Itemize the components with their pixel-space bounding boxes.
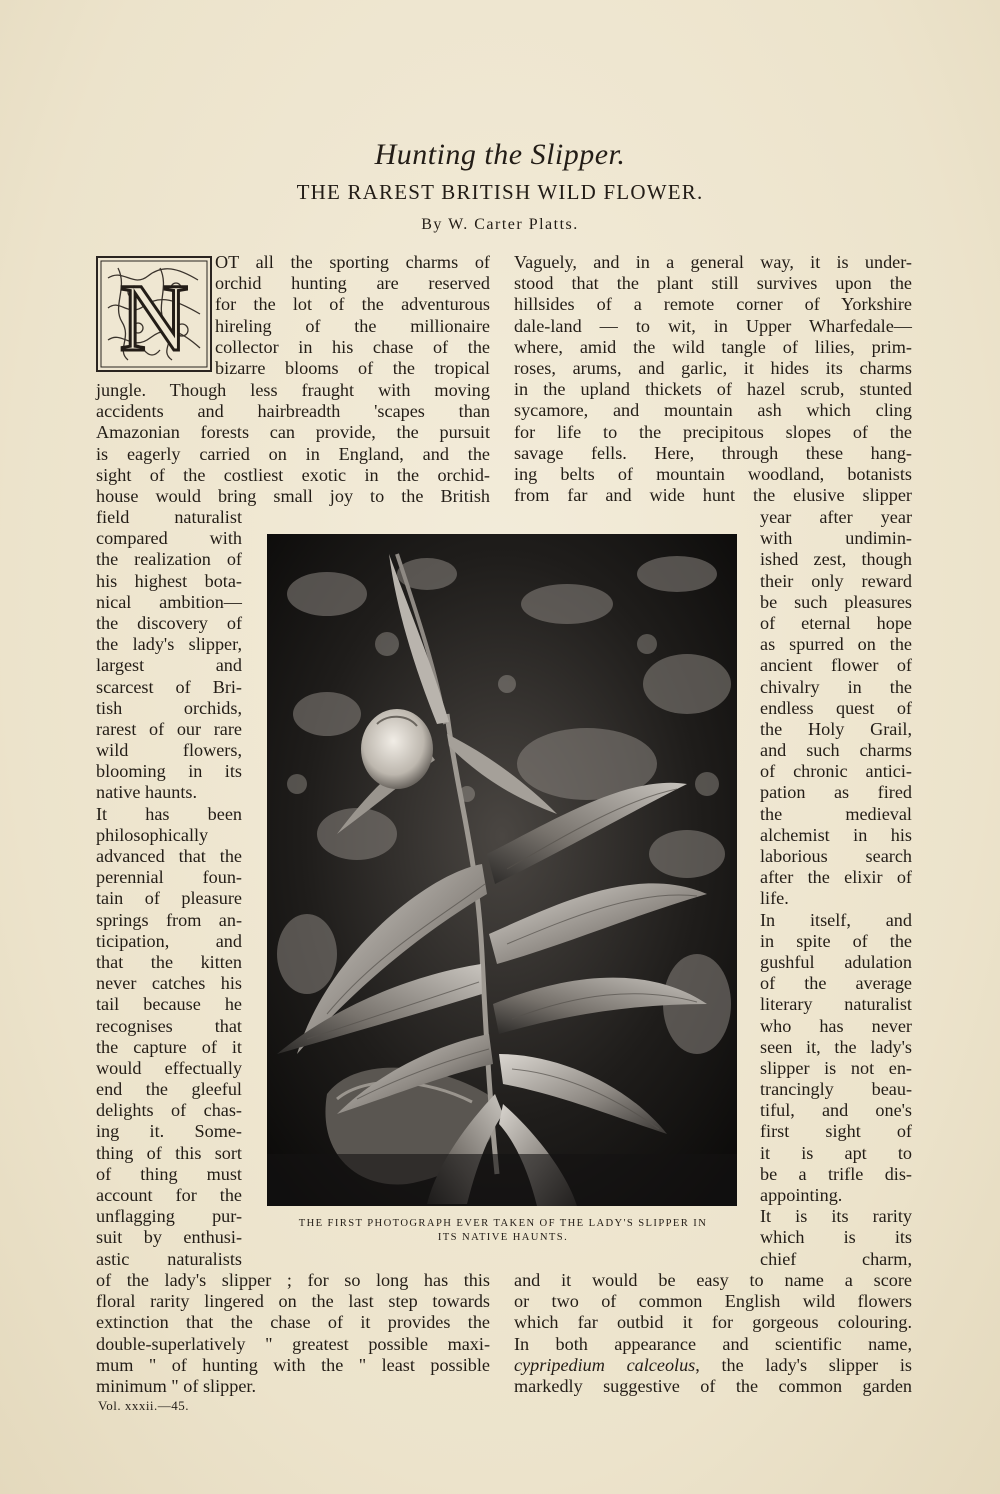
text-line: mum " of hunting with the " least possible — [96, 1354, 490, 1375]
drop-cap-letter: N — [119, 264, 189, 370]
text-line: roses, arums, and garlic, it hides its charms — [514, 357, 912, 378]
text-line: OT all the sporting charms of — [215, 252, 490, 272]
text-line: chief charm, — [760, 1248, 912, 1269]
text-line: scarcest of Bri- — [96, 676, 242, 697]
text-line: life. — [760, 888, 789, 909]
text-line: ing it. Some- — [96, 1121, 242, 1142]
text-line: ancient flower of — [760, 655, 912, 676]
text-line: alchemist in his — [760, 824, 912, 845]
text-line: never catches his — [96, 973, 242, 994]
text-line: hillsides of a remote corner of Yorkshire — [514, 294, 912, 315]
left-column-upper — [96, 380, 490, 507]
text-line: chivalry in the — [760, 676, 912, 697]
text-line: and it would be easy to name a score — [514, 1270, 912, 1290]
text-line: ing belts of mountain woodland, botanists — [514, 463, 912, 484]
text-line: double-superlatively " greatest possible maxi- — [96, 1333, 490, 1354]
text-line: ished zest, though — [760, 549, 912, 570]
text-line: from far and wide hunt the elusive slipper — [514, 485, 912, 506]
text-line: with undimin- — [760, 528, 912, 549]
right-column-bottom — [514, 1270, 912, 1397]
text-line: minimum " of slipper. — [96, 1375, 256, 1396]
text-line: recognises that — [96, 1015, 242, 1036]
text-line: the discovery of — [96, 612, 242, 633]
text-line: wild flowers, — [96, 740, 242, 761]
text-line: laborious search — [760, 846, 912, 866]
text-line: of the lady's slipper ; for so long has this — [96, 1270, 490, 1290]
text-line: the realization of — [96, 549, 242, 570]
text-line: advanced that the — [96, 846, 242, 866]
text-line: first sight of — [760, 1121, 912, 1142]
text-line: slipper is not en- — [760, 1057, 912, 1078]
text-line: perennial foun- — [96, 867, 242, 888]
text-line: sycamore, and mountain ash which cling — [514, 400, 912, 421]
text-line: be a trifle dis- — [760, 1163, 912, 1184]
right-column-wrap — [760, 507, 912, 1270]
text-line: pation as fired — [760, 782, 912, 803]
text-line: the Holy Grail, — [760, 718, 912, 739]
text-line: where, amid the wild tangle of lilies, prim- — [514, 336, 912, 357]
text-line: orchid hunting are reserved — [215, 273, 490, 294]
text-line: or two of common English wild flowers — [514, 1291, 912, 1312]
text-line: tail because he — [96, 994, 242, 1015]
article-byline: By W. Carter Platts. — [421, 216, 579, 233]
text-line: delights of chas- — [96, 1100, 242, 1121]
caption-line-2: ITS NATIVE HAUNTS. — [437, 1232, 569, 1243]
caption-line-1: THE FIRST PHOTOGRAPH EVER TAKEN OF THE LADY'S SLIPPER IN — [298, 1218, 708, 1229]
left-column-bottom — [96, 1270, 490, 1397]
text-line: It is its rarity — [760, 1206, 912, 1227]
text-line: dale-land — to wit, in Upper Wharfedale— — [514, 315, 912, 336]
text-line: native haunts. — [96, 782, 198, 803]
text-line: as spurred on the — [760, 634, 912, 655]
text-line: gushful adulation — [760, 951, 912, 972]
text-line: sight of the costliest exotic in the orchid- — [96, 464, 490, 485]
text-line: account for the — [96, 1185, 242, 1205]
text-line: would effectually — [96, 1057, 242, 1078]
text-line: nical ambition— — [96, 591, 242, 612]
text-line: Amazonian forests can provide, the pursuit — [96, 422, 490, 443]
text-line: unflagging pur- — [96, 1206, 242, 1227]
text-line: which far outbid it for gorgeous colouring. — [514, 1312, 912, 1333]
text-line: the medieval — [760, 803, 912, 824]
text-line: collector in his chase of the — [215, 336, 490, 357]
text-line: the lady's slipper, — [96, 634, 242, 655]
left-column-beside-dropcap — [215, 252, 490, 379]
text-line: It has been — [96, 803, 242, 824]
text-line: the capture of it — [96, 1036, 242, 1057]
text-line: and such charms — [760, 740, 912, 761]
text-line: for life to the precipitous slopes of the — [514, 421, 912, 442]
text-line: be such pleasures — [760, 591, 912, 612]
text-line: philosophically — [96, 824, 209, 845]
right-column-upper — [514, 252, 912, 506]
text-line: end the gleeful — [96, 1079, 242, 1100]
text-line: of eternal hope — [760, 612, 912, 633]
text-line: of chronic antici- — [760, 761, 912, 782]
text-line: of thing must — [96, 1163, 242, 1184]
text-line: floral rarity lingered on the last step towards — [96, 1291, 490, 1312]
text-line: cypripedium calceolus, the lady's slipper is — [514, 1354, 912, 1375]
text-line: extinction that the chase of it provides the — [96, 1312, 490, 1333]
text-line: suit by enthusi- — [96, 1227, 242, 1248]
text-line: house would bring small joy to the British — [96, 485, 490, 506]
text-line: blooming in its — [96, 761, 242, 782]
text-line: savage fells. Here, through these hang- — [514, 442, 912, 463]
text-line: it is apt to — [760, 1142, 912, 1163]
text-line: his highest bota- — [96, 570, 242, 591]
text-line: who has never — [760, 1015, 912, 1036]
text-line: tish orchids, — [96, 697, 242, 718]
article-title: Hunting the Slipper. — [374, 138, 626, 171]
text-line: thing of this sort — [96, 1142, 242, 1163]
text-line: field naturalist — [96, 507, 242, 527]
text-line: Vaguely, and in a general way, it is under- — [514, 252, 912, 272]
photo-caption — [268, 1217, 738, 1245]
text-line: appointing. — [760, 1185, 843, 1205]
text-line: ticipation, and — [96, 930, 242, 951]
text-line: accidents and hairbreadth 'scapes than — [96, 401, 490, 422]
text-line: in spite of the — [760, 930, 912, 951]
text-line: which is its — [760, 1227, 912, 1248]
text-line: tain of pleasure — [96, 888, 242, 909]
text-line: after the elixir of — [760, 867, 912, 888]
text-line: stood that the plant still survives upon the — [514, 273, 912, 294]
text-line: trancingly beau- — [760, 1079, 912, 1100]
drop-cap-art — [98, 258, 210, 370]
drop-cap-ornament — [96, 256, 212, 372]
orchid-photograph — [267, 534, 737, 1206]
left-column-wrap — [96, 507, 242, 1270]
text-line: endless quest of — [760, 697, 912, 718]
text-line: for the lot of the adventurous — [215, 294, 490, 315]
text-line: astic naturalists — [96, 1248, 242, 1269]
text-line: tiful, and one's — [760, 1100, 912, 1121]
text-line: rarest of our rare — [96, 718, 242, 739]
text-line: bizarre blooms of the tropical — [215, 357, 490, 378]
text-line: of the average — [760, 973, 912, 994]
page-folio: Vol. xxxii.—45. — [98, 1398, 190, 1413]
text-line: their only reward — [760, 570, 912, 591]
text-line: year after year — [760, 507, 912, 527]
text-line: In both appearance and scientific name, — [514, 1333, 912, 1354]
text-line: In itself, and — [760, 909, 912, 930]
text-line: literary naturalist — [760, 994, 912, 1015]
text-line: springs from an- — [96, 909, 242, 930]
text-line: markedly suggestive of the common garden — [514, 1375, 912, 1396]
ladys-slipper-photo — [267, 534, 737, 1206]
text-line: seen it, the lady's — [760, 1036, 912, 1057]
text-line: in the upland thickets of hazel scrub, stunted — [514, 379, 912, 400]
text-line: compared with — [96, 528, 242, 549]
text-line: is eagerly carried on in England, and the — [96, 443, 490, 464]
text-line: jungle. Though less fraught with moving — [96, 380, 490, 400]
text-line: largest and — [96, 655, 242, 676]
text-line: hireling of the millionaire — [215, 315, 490, 336]
article-subtitle: THE RAREST BRITISH WILD FLOWER. — [296, 180, 704, 204]
text-line: that the kitten — [96, 951, 242, 972]
